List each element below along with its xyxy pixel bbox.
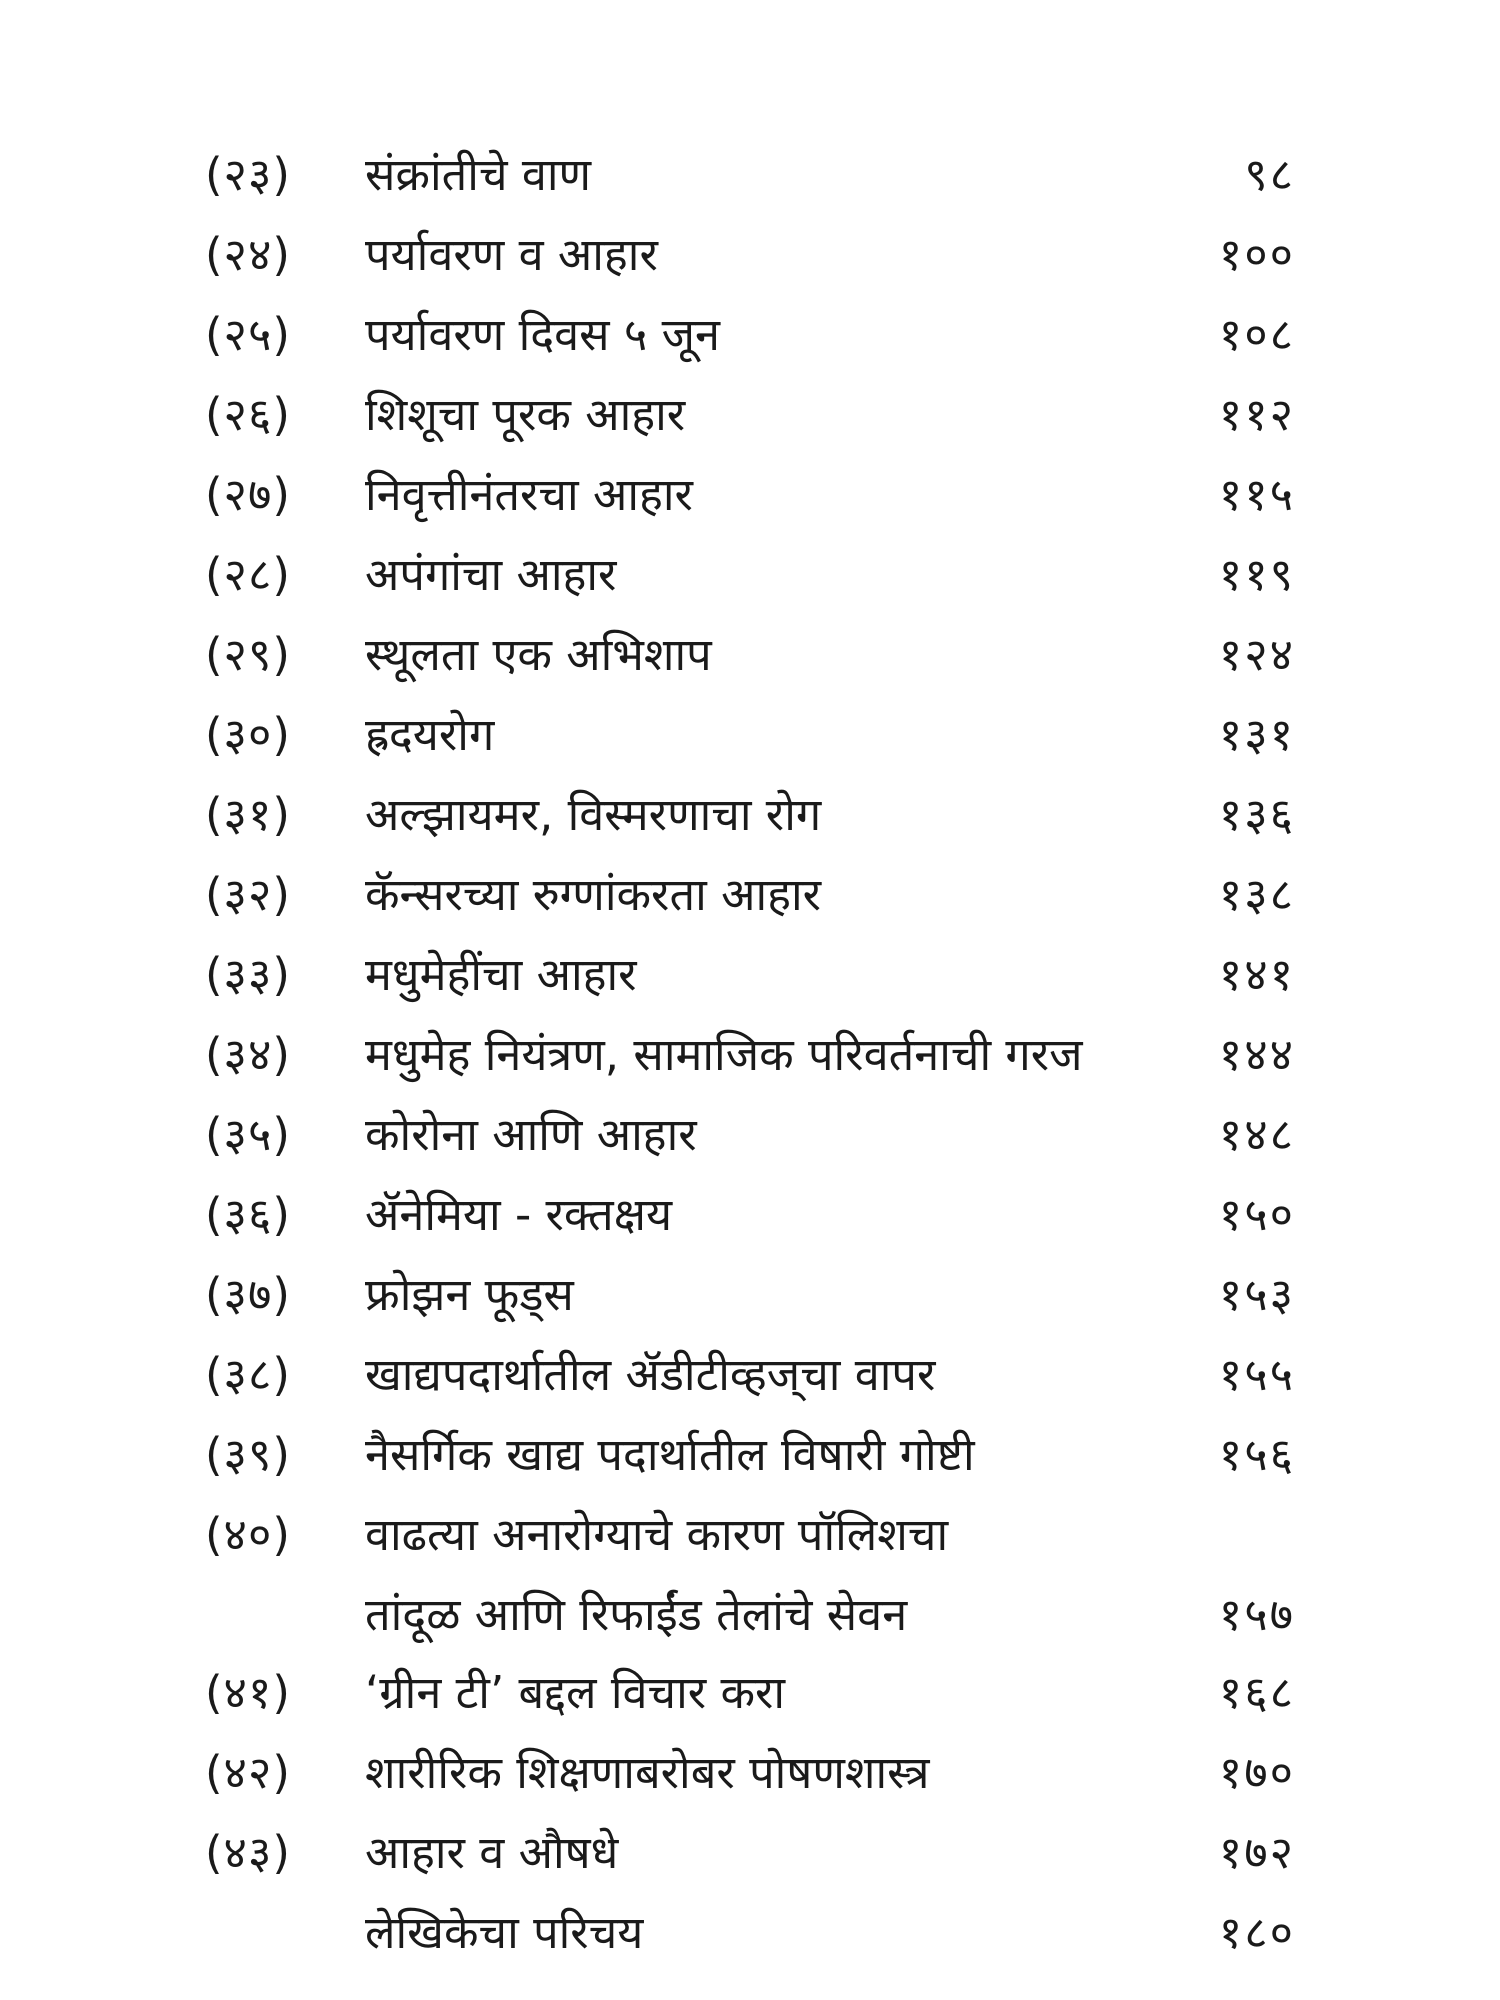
page-number: १५३: [1218, 1268, 1295, 1321]
chapter-number: (२४): [205, 228, 291, 281]
chapter-number: (२३): [205, 148, 291, 201]
toc-row: [0, 215, 1500, 295]
page-number: १५६: [1218, 1428, 1295, 1481]
toc-row: [0, 1175, 1500, 1255]
chapter-number: (४३): [205, 1826, 291, 1879]
page-number: १५५: [1218, 1348, 1295, 1401]
toc-row: [0, 695, 1500, 775]
chapter-title: मधुमेहींचा आहार: [365, 948, 637, 1001]
chapter-number: (३१): [205, 788, 291, 841]
chapter-title: कॅन्सरच्या रुग्णांकरता आहार: [365, 868, 822, 921]
chapter-number: (३७): [205, 1268, 291, 1321]
chapter-number: (३९): [205, 1428, 291, 1481]
chapter-title: कोरोना आणि आहार: [365, 1108, 697, 1161]
toc-row: [0, 1653, 1500, 1733]
toc-row: [0, 295, 1500, 375]
chapter-number: (२६): [205, 388, 291, 441]
toc-row: [0, 1733, 1500, 1813]
chapter-title: वाढत्या अनारोग्याचे कारण पॉलिशचा: [365, 1508, 949, 1561]
page-number: १२४: [1218, 628, 1295, 681]
page-number: १०८: [1218, 308, 1295, 361]
chapter-title: आहार व औषधे: [365, 1826, 619, 1879]
toc-row: [0, 535, 1500, 615]
page-number: १००: [1218, 228, 1295, 281]
chapter-number: (४१): [205, 1666, 291, 1719]
chapter-title: अपंगांचा आहार: [365, 548, 617, 601]
toc-row: [0, 1813, 1500, 1893]
chapter-title: पर्यावरण व आहार: [365, 228, 658, 281]
chapter-title: ह्रदयरोग: [365, 708, 495, 761]
chapter-number: (२७): [205, 468, 291, 521]
chapter-title: संक्रांतीचे वाण: [365, 148, 592, 201]
chapter-number: (४२): [205, 1746, 291, 1799]
chapter-number: (३०): [205, 708, 291, 761]
toc-row: [0, 1415, 1500, 1495]
page-number: १८०: [1218, 1906, 1295, 1959]
toc-row: [0, 1095, 1500, 1175]
toc-row: [0, 775, 1500, 855]
chapter-title: निवृत्तीनंतरचा आहार: [365, 468, 693, 521]
chapter-title: ॲनेमिया - रक्तक्षय: [365, 1188, 673, 1241]
chapter-number: (३२): [205, 868, 291, 921]
chapter-title: स्थूलता एक अभिशाप: [365, 628, 712, 681]
toc-row: [0, 135, 1500, 215]
page-number: १३१: [1218, 708, 1295, 761]
chapter-title: लेखिकेचा परिचय: [365, 1906, 644, 1959]
page-number: १६८: [1218, 1666, 1295, 1719]
chapter-title: तांदूळ आणि रिफाईंड तेलांचे सेवन: [365, 1588, 908, 1641]
chapter-number: (२८): [205, 548, 291, 601]
toc-row: [0, 1015, 1500, 1095]
chapter-number: (३८): [205, 1348, 291, 1401]
toc-row: [0, 1495, 1500, 1575]
page-number: ११९: [1218, 548, 1295, 601]
chapter-title: अल्झायमर, विस्मरणाचा रोग: [365, 788, 822, 841]
chapter-number: (२९): [205, 628, 291, 681]
chapter-title: शारीरिक शिक्षणाबरोबर पोषणशास्त्र: [365, 1746, 930, 1799]
toc-row: [0, 375, 1500, 455]
page-number: ११५: [1218, 468, 1295, 521]
page-number: १७०: [1218, 1746, 1295, 1799]
chapter-number: (४०): [205, 1508, 291, 1561]
toc-row-continuation: [0, 1575, 1500, 1653]
chapter-title: फ्रोझन फूड्स: [365, 1268, 574, 1321]
toc-row: [0, 615, 1500, 695]
chapter-number: (३३): [205, 948, 291, 1001]
chapter-number: (२५): [205, 308, 291, 361]
toc-row: [0, 935, 1500, 1015]
page-number: १४४: [1218, 1028, 1295, 1081]
toc-row: [0, 1255, 1500, 1335]
toc-row: [0, 855, 1500, 935]
chapter-title: मधुमेह नियंत्रण, सामाजिक परिवर्तनाची गरज: [365, 1028, 1083, 1081]
page-number: १४१: [1218, 948, 1295, 1001]
chapter-title: पर्यावरण दिवस ५ जून: [365, 308, 720, 361]
page-number: १५७: [1218, 1588, 1295, 1641]
toc-row: [0, 455, 1500, 535]
table-of-contents: [0, 135, 1500, 1973]
toc-row: [0, 1893, 1500, 1973]
chapter-number: (३६): [205, 1188, 291, 1241]
page-number: ९८: [1244, 148, 1295, 201]
toc-row: [0, 1335, 1500, 1415]
page-number: १५०: [1218, 1188, 1295, 1241]
chapter-title: खाद्यपदार्थातील ॲडीटीव्हज्‌चा वापर: [365, 1348, 936, 1401]
chapter-title: नैसर्गिक खाद्य पदार्थातील विषारी गोष्टी: [365, 1428, 975, 1481]
chapter-number: (३४): [205, 1028, 291, 1081]
chapter-number: (३५): [205, 1108, 291, 1161]
chapter-title: ‘ग्रीन टी’ बद्दल विचार करा: [365, 1666, 786, 1719]
page-number: १७२: [1218, 1826, 1295, 1879]
chapter-title: शिशूचा पूरक आहार: [365, 388, 686, 441]
page-number: १३६: [1218, 788, 1295, 841]
page-number: ११२: [1218, 388, 1295, 441]
page-number: १३८: [1218, 868, 1295, 921]
page-number: १४८: [1218, 1108, 1295, 1161]
